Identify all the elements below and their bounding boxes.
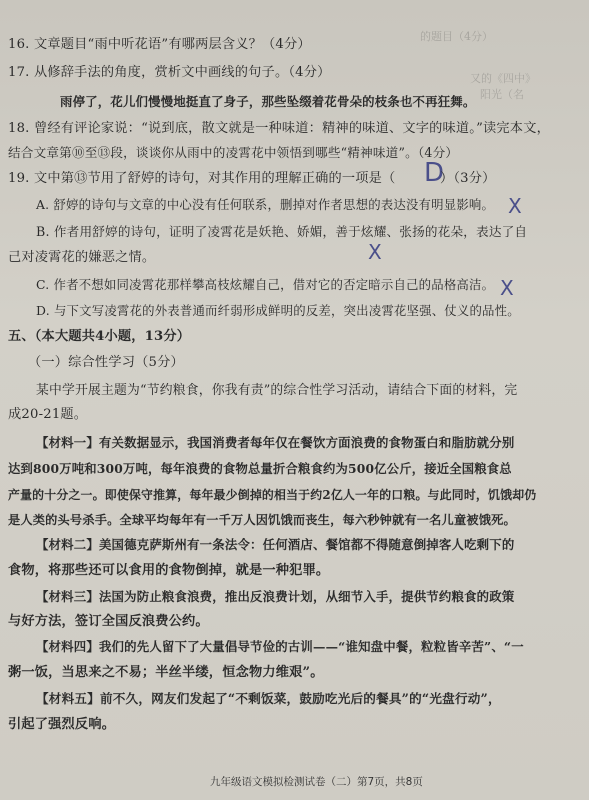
material-5-line2: 引起了强烈反响。 [8, 717, 116, 732]
material-1-line4: 是人类的头号杀手。全球平均每年有一千万人因饥饿而丧生，每六秒钟就有一名儿童被饿死。 [8, 513, 516, 527]
material-3-line1: 【材料三】法国为防止粮食浪费，推出反浪费计划，从细节入手，提供节约粮食的政策 [36, 589, 515, 604]
intro-line2: 成20-21题。 [8, 407, 88, 422]
question-19 [8, 170, 395, 188]
material-5-line1: 【材料五】前不久，网友们发起了“不剩饭菜，鼓励吃光后的餐具”的“光盘行动”， [36, 691, 501, 706]
page-footer: 九年级语文模拟检测试卷（二）第7页，共8页 [210, 776, 423, 788]
option-a: A. 舒婷的诗句与文章的中心没有任何联系，删掉对作者思想的表达没有明显影响。 [36, 197, 495, 212]
material-1-line1: 【材料一】有关数据显示，我国消费者每年仅在餐饮方面浪费的食物蛋白和脂肪就分别 [36, 435, 515, 450]
question-17-quote: 雨停了，花儿们慢慢地挺直了身子，那些坠缀着花骨朵的枝条也不再狂舞。 [60, 94, 476, 109]
material-1-line3: 产量的十分之一。即使保守推算，每年最少倒掉的相当于约2亿人一年的口粮。与此同时，饥饿却仍 [8, 488, 537, 502]
option-b-line1: B. 作者用舒婷的诗句，证明了凌霄花是妖艳、娇媚，善于炫耀、张扬的花朵，表达了自 [36, 224, 528, 239]
material-2-line2: 食物，将那些还可以食用的食物倒掉，就是一种犯罪。 [8, 563, 330, 578]
subsection-heading: （一）综合性学习（5分） [28, 355, 184, 370]
question-16: 16. 文章题目“雨中听花语”有哪两层含义？（4分） [8, 37, 311, 52]
option-b-line2: 己对凌霄花的嫌恶之情。 [8, 250, 156, 265]
material-3-line2: 与好方法，签订全国反浪费公约。 [8, 614, 209, 629]
option-d: D. 与下文写凌霄花的外表普通而纤弱形成鲜明的反差，突出凌霄花坚强、仗义的品性。 [36, 303, 520, 318]
cross-mark: X [368, 240, 382, 264]
question-18-line1: 18. 曾经有评论家说：“说到底，散文就是一种味道：精神的味道、文字的味道。”读完本文， [8, 121, 550, 136]
handwritten-answer: D [424, 158, 445, 188]
question-18-line2: 结合文章第⑩至⑬段，谈谈你从雨中的凌霄花中领悟到哪些“精神味道”。（4分） [8, 145, 459, 160]
option-c: C. 作者不想如同凌霄花那样攀高枝炫耀自己，借对它的否定暗示自己的品格高洁。 [36, 277, 495, 292]
cross-mark: X [508, 194, 522, 218]
material-4-line2: 粥一饭，当思来之不易；半丝半缕，恒念物力维艰”。 [8, 665, 324, 680]
section-heading: 五、（本大题共4小题，13分） [8, 329, 191, 344]
bleed-through-text: 又的《四中》 [470, 72, 536, 85]
question-19-text: 19. 文中第⑬节用了舒婷的诗句，对其作用的理解正确的一项是（ [8, 171, 396, 186]
cross-mark: X [500, 276, 514, 300]
bleed-through-text: 阳光（名 [480, 88, 524, 101]
intro-line1: 某中学开展主题为“节约粮食，你我有责”的综合性学习活动，请结合下面的材料，完 [36, 383, 518, 398]
question-19-score: ）（3分） [440, 171, 496, 186]
material-1-line2: 达到800万吨和300万吨，每年浪费的食物总量折合粮食约为500亿公斤，接近全国粮食总 [8, 461, 512, 476]
material-4-line1: 【材料四】我们的先人留下了大量倡导节俭的古训——“谁知盘中餐，粒粒皆辛苦”、“一 [36, 639, 524, 654]
question-17: 17. 从修辞手法的角度，赏析文中画线的句子。（4分） [8, 65, 331, 80]
bleed-through-text: 的题目（4分） [420, 30, 493, 43]
material-2-line1: 【材料二】美国德克萨斯州有一条法令：任何酒店、餐馆都不得随意倒掉客人吃剩下的 [36, 537, 515, 552]
